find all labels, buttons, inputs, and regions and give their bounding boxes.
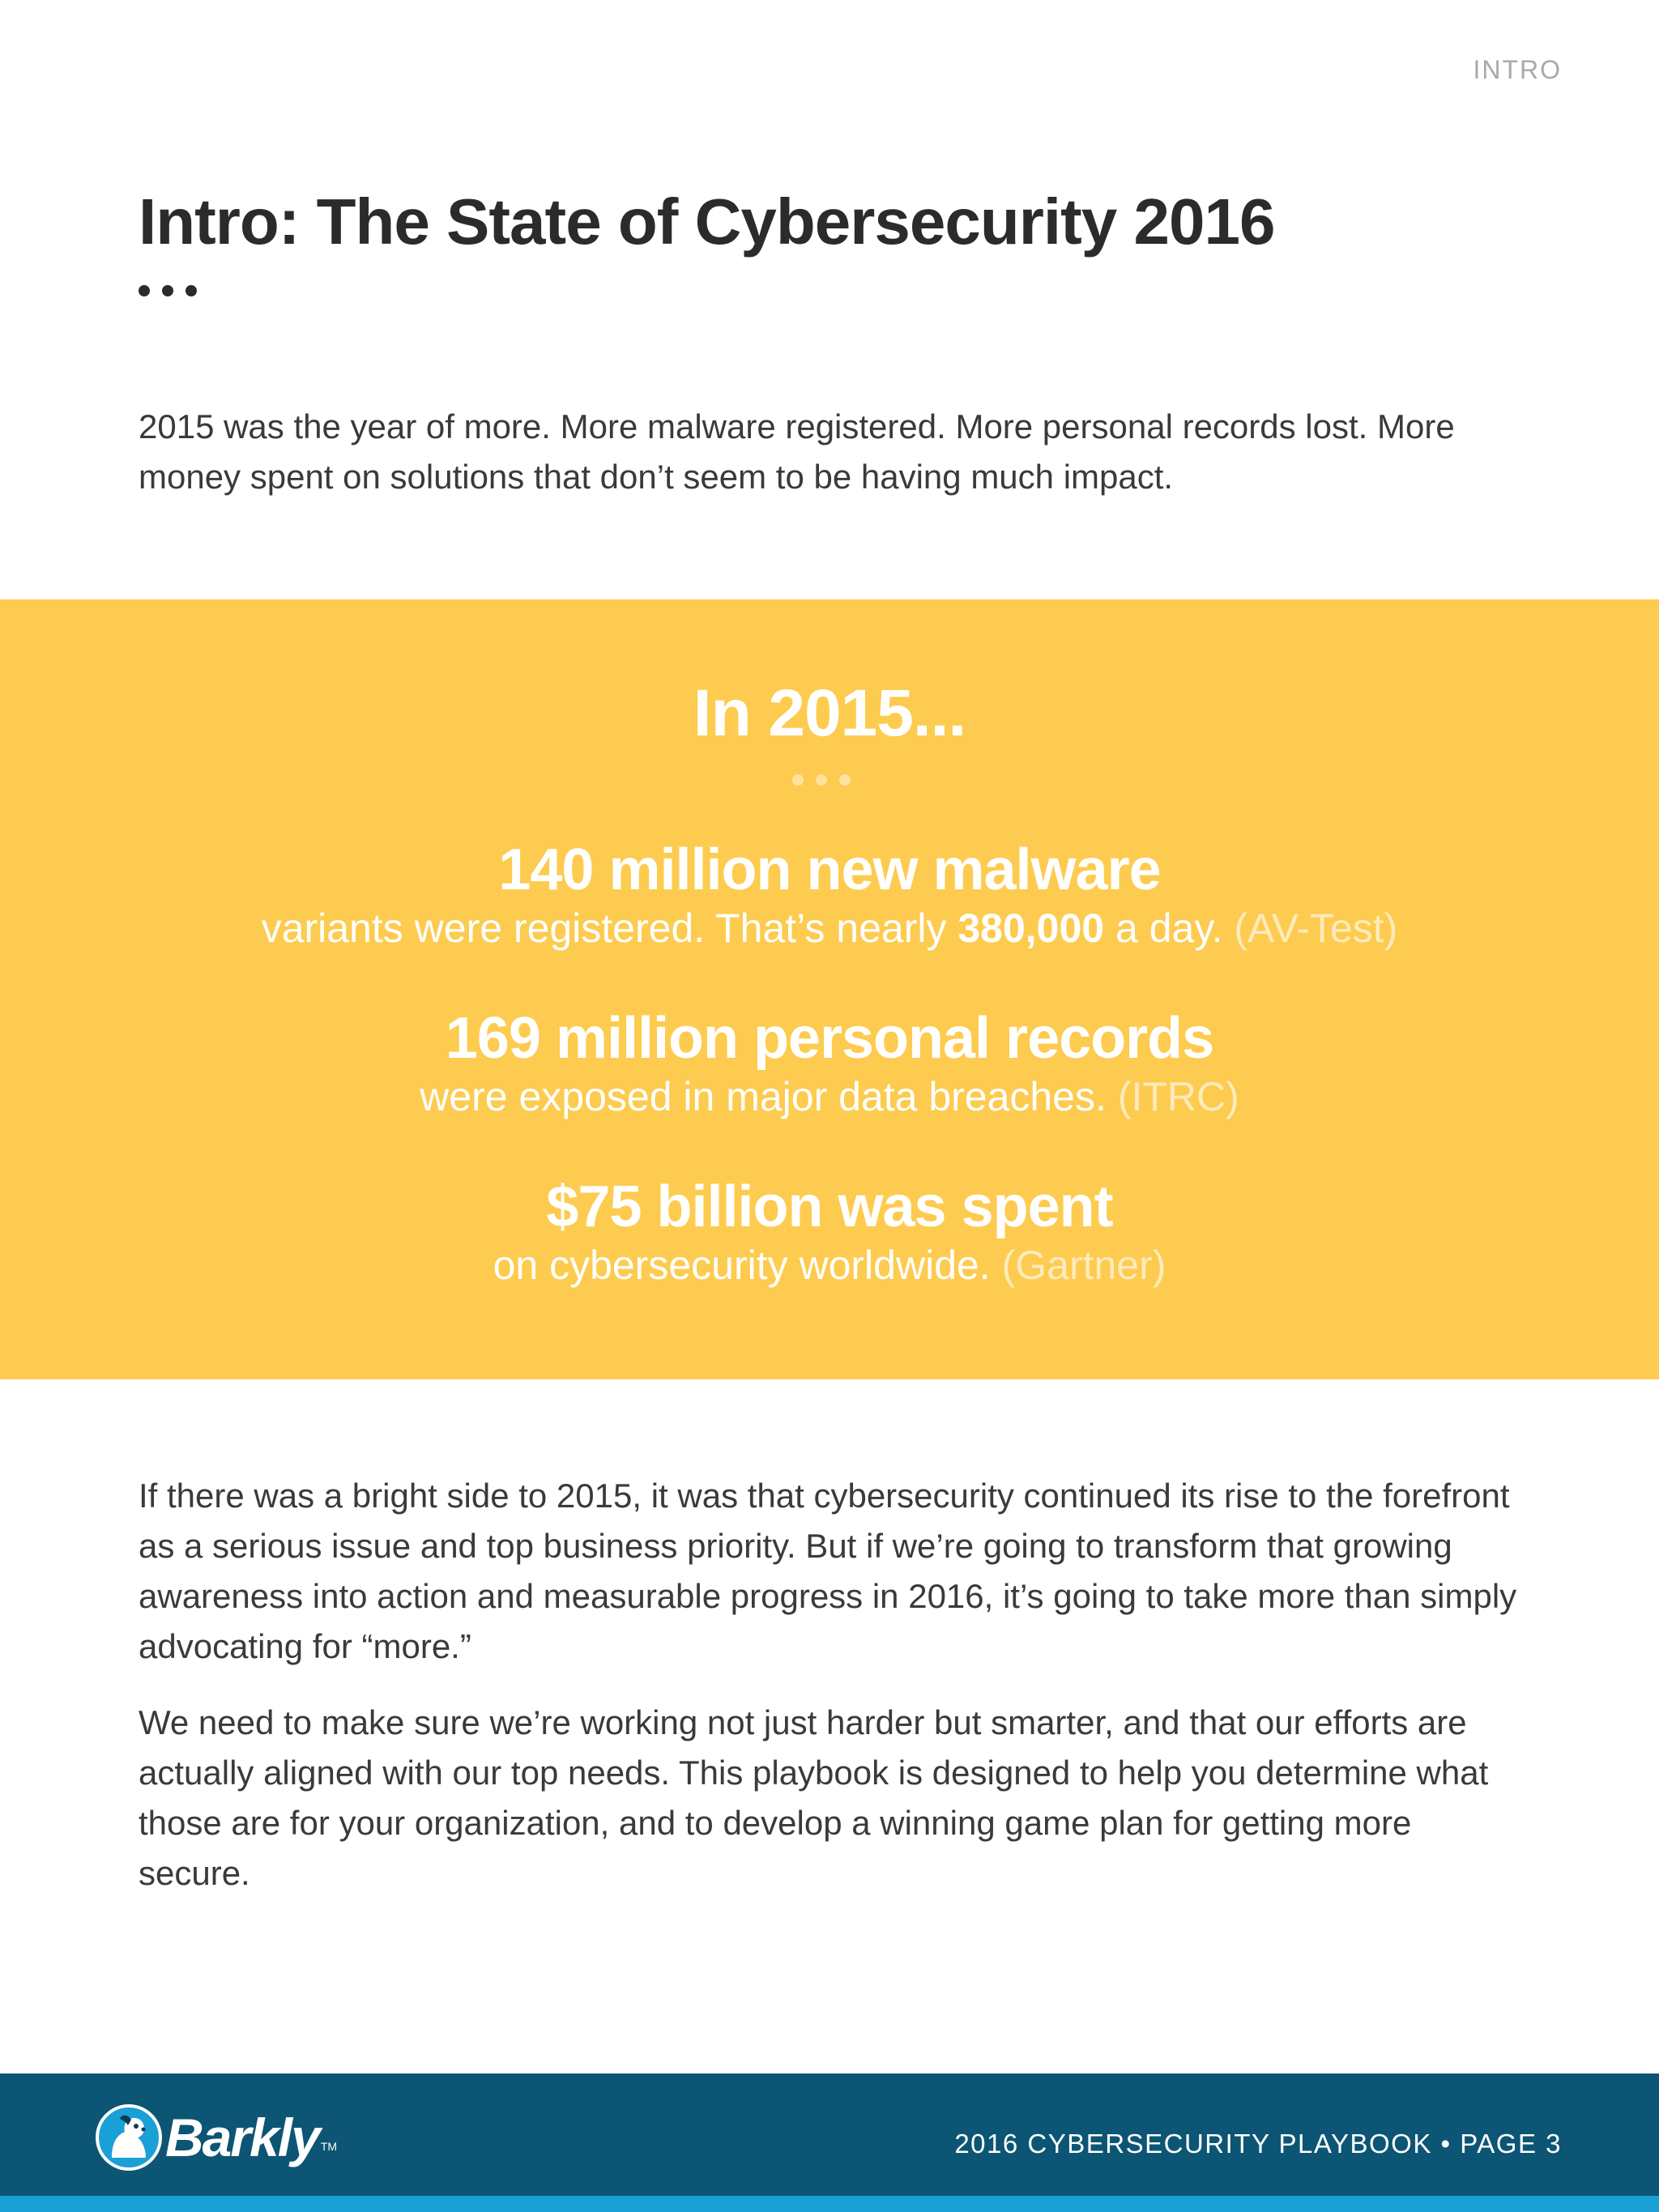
page-title: Intro: The State of Cybersecurity 2016 xyxy=(139,185,1275,258)
stat-detail xyxy=(0,1072,1659,1121)
stat-spending xyxy=(0,1173,1659,1289)
stats-band xyxy=(0,599,1659,1379)
stat-headline: $75 billion was spent xyxy=(546,1174,1113,1239)
stat-detail-bold: 380,000 xyxy=(957,906,1105,951)
title-dots-divider xyxy=(139,285,197,296)
body-paragraph-1: If there was a bright side to 2015, it was that cybersecurity continued its rise to the forefront as a serious issue and top business priority. But if we’re going to transform that growing awareness into action and measurable progress in 2016, it’s going to take more than simply advocating for “more.” xyxy=(139,1477,1517,1665)
stat-detail-text: variants were registered. That’s nearly xyxy=(261,906,958,951)
body-paragraph-2: We need to make sure we’re working not just harder but smarter, and that our efforts are actually aligned with our top needs. This playbook is designed to help you determine what those are for your organization, and to develop a winning game plan for getting more secure. xyxy=(139,1703,1489,1892)
stat-source: (ITRC) xyxy=(1117,1074,1239,1119)
stat-source: (AV-Test) xyxy=(1234,906,1398,951)
stat-detail-text: on cybersecurity worldwide. xyxy=(493,1242,991,1288)
logo-trademark: TM xyxy=(320,2140,338,2153)
stat-detail xyxy=(0,1241,1659,1289)
stats-heading: In 2015... xyxy=(693,676,966,750)
stat-malware xyxy=(0,836,1659,953)
stat-detail xyxy=(0,904,1659,953)
footer-stripe xyxy=(0,2196,1659,2212)
stat-detail-text: were exposed in major data breaches. xyxy=(420,1074,1107,1119)
stat-source: (Gartner) xyxy=(1001,1242,1166,1288)
band-dots-divider xyxy=(792,774,851,786)
page-footer xyxy=(0,2073,1659,2212)
stat-records xyxy=(0,1004,1659,1121)
stat-headline: 140 million new malware xyxy=(498,837,1161,902)
logo-wordmark: Barkly xyxy=(165,2108,319,2167)
dog-logo-icon xyxy=(96,2104,162,2171)
barkly-logo xyxy=(96,2104,337,2171)
stat-detail-text-after: a day. xyxy=(1104,906,1223,951)
section-label: INTRO xyxy=(1473,55,1562,84)
intro-paragraph: 2015 was the year of more. More malware registered. More personal records lost. More money spent on solutions that don’t seem to be having much impact. xyxy=(139,407,1455,496)
footer-page-text: 2016 CYBERSECURITY PLAYBOOK • PAGE 3 xyxy=(954,2129,1562,2159)
stat-headline: 169 million personal records xyxy=(445,1006,1214,1071)
